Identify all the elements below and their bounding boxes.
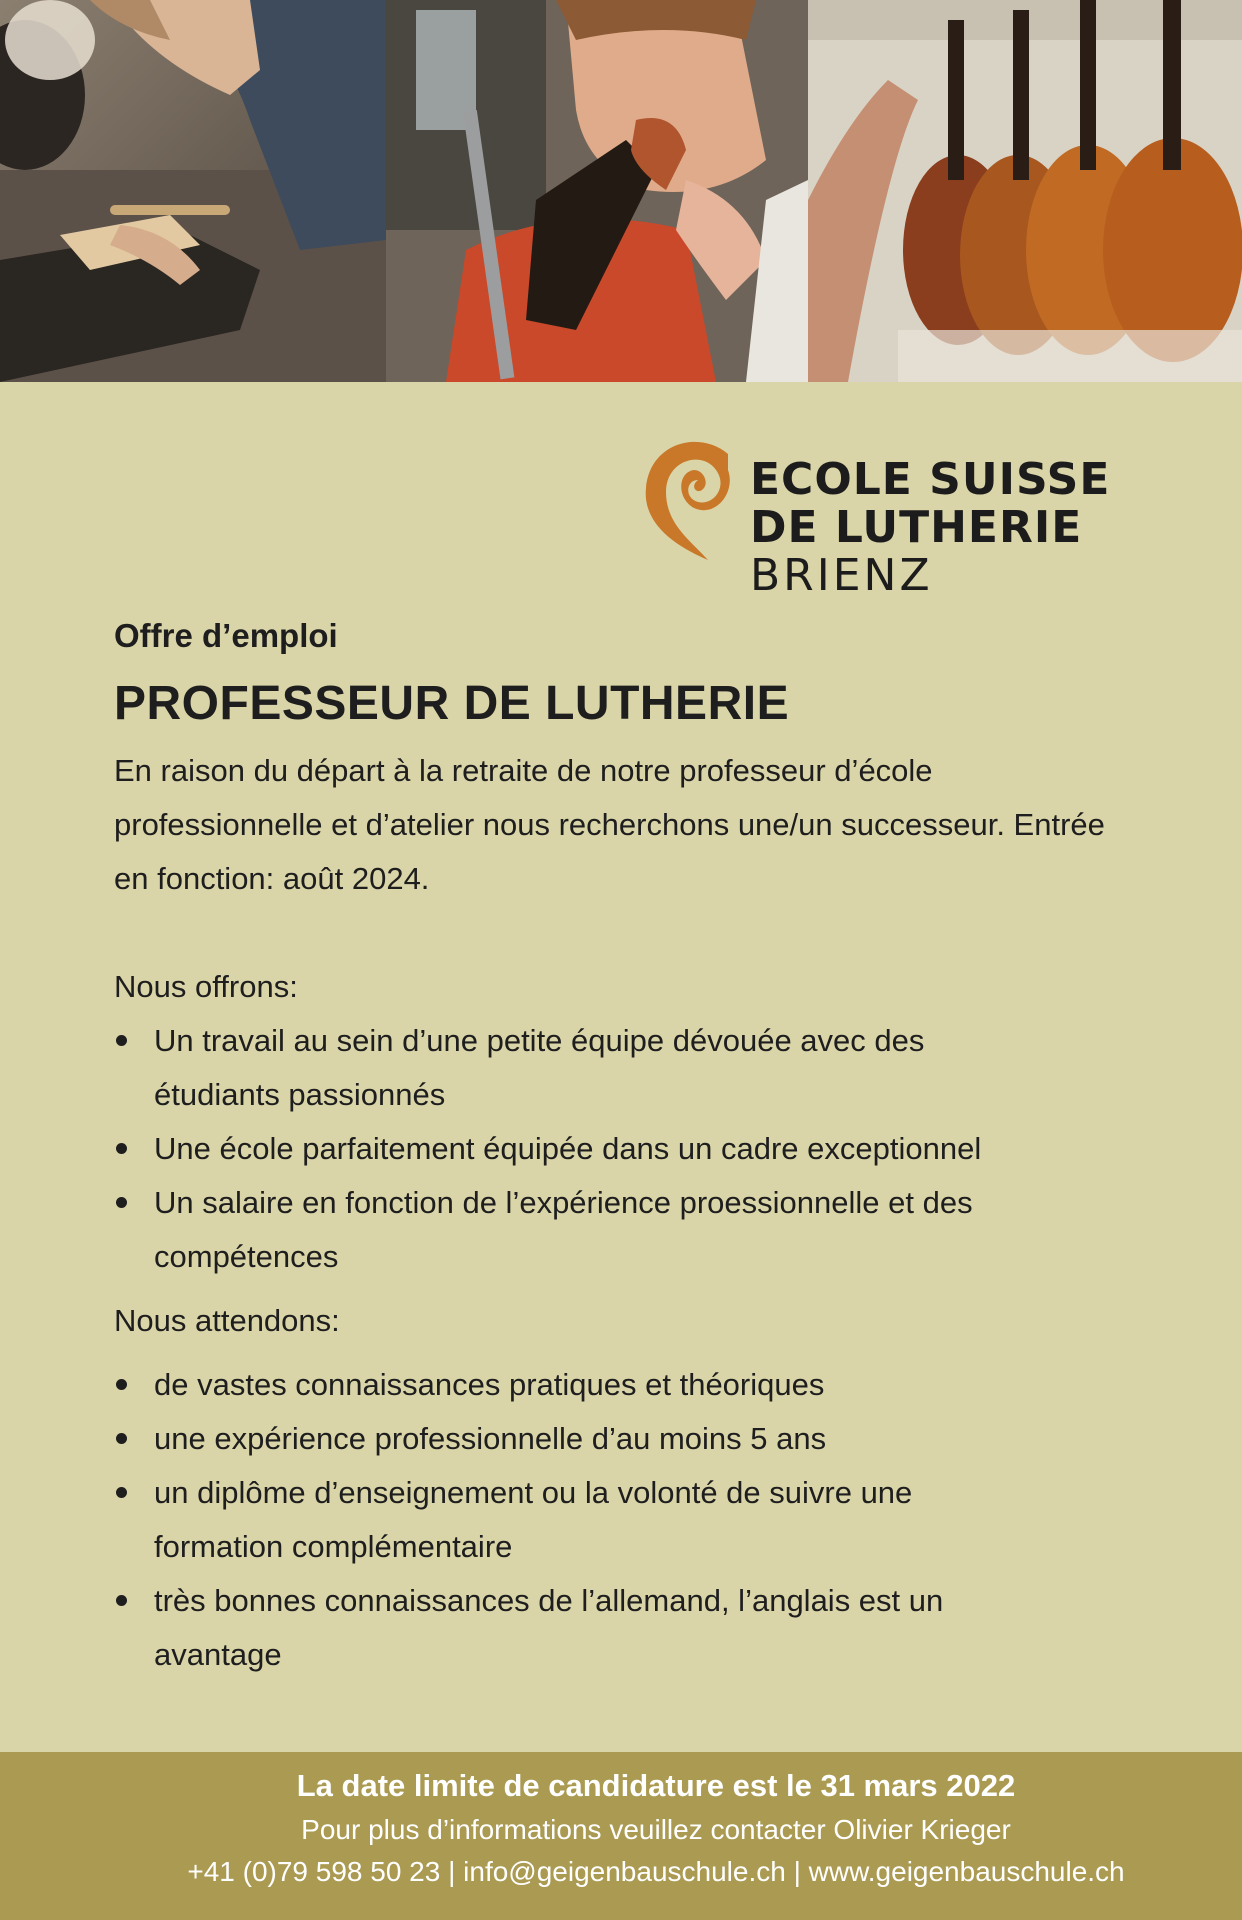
expect-text: un diplôme d’enseignement ou la volonté de suivre une formation complémentaire [154,1475,913,1564]
offer-text: Un travail au sein d’une petite équipe dévouée avec des étudiants passionnés [154,1023,925,1112]
expect-text: très bonnes connaissances de l’allemand, l’anglais est un avantage [154,1583,944,1672]
bullet-icon [116,1197,127,1208]
list-item [114,1412,1034,1466]
expects-heading: Nous attendons: [114,1303,340,1338]
contact-details[interactable]: +41 (0)79 598 50 23 | info@geigenbauschule.ch | www.geigenbauschule.ch [187,1856,1125,1887]
list-item [114,1014,1034,1122]
bullet-icon [116,1035,127,1046]
list-item [114,1176,1034,1284]
list-item [114,1466,1034,1574]
job-intro: En raison du départ à la retraite de notre professeur d’école professionnelle et d’atelier nous recherchons une/un successeur. Entrée en fonction: août 2024. [114,753,1105,896]
bullet-icon [116,1379,127,1390]
logo-line-1: ECOLE SUISSE [750,454,1111,505]
job-title: PROFESSEUR DE LUTHERIE [114,677,790,730]
photo-student-violin [386,0,808,382]
deadline-text: La date limite de candidature est le 31 mars 2022 [296,1768,1016,1803]
bullet-icon [116,1143,127,1154]
logo-line-2: DE LUTHERIE [750,502,1083,553]
scroll-icon [640,436,732,564]
expect-text: une expérience professionnelle d’au moins 5 ans [154,1421,827,1456]
job-offer-content [114,612,1124,1682]
photo-violins-hanging [808,0,1242,382]
list-item [114,1122,1034,1176]
school-logo [640,436,1180,601]
expect-text: de vastes connaissances pratiques et théoriques [154,1367,825,1402]
offers-list [114,1014,1034,1284]
logo-line-3: BRIENZ [750,550,933,601]
expects-list [114,1358,1034,1682]
offers-heading: Nous offrons: [114,969,298,1004]
bullet-icon [116,1595,127,1606]
contact-text: Pour plus d’informations veuillez contacter Olivier Krieger [301,1814,1011,1845]
photo-luthier-carving [0,0,386,382]
offer-text: Un salaire en fonction de l’expérience proessionnelle et des compétences [154,1185,973,1274]
contact-footer [0,1752,1242,1920]
job-offer-kicker: Offre d’emploi [114,617,338,654]
offer-text: Une école parfaitement équipée dans un cadre exceptionnel [154,1131,982,1166]
list-item [114,1358,1034,1412]
photo-strip [0,0,1242,382]
list-item [114,1574,1034,1682]
bullet-icon [116,1433,127,1444]
bullet-icon [116,1487,127,1498]
